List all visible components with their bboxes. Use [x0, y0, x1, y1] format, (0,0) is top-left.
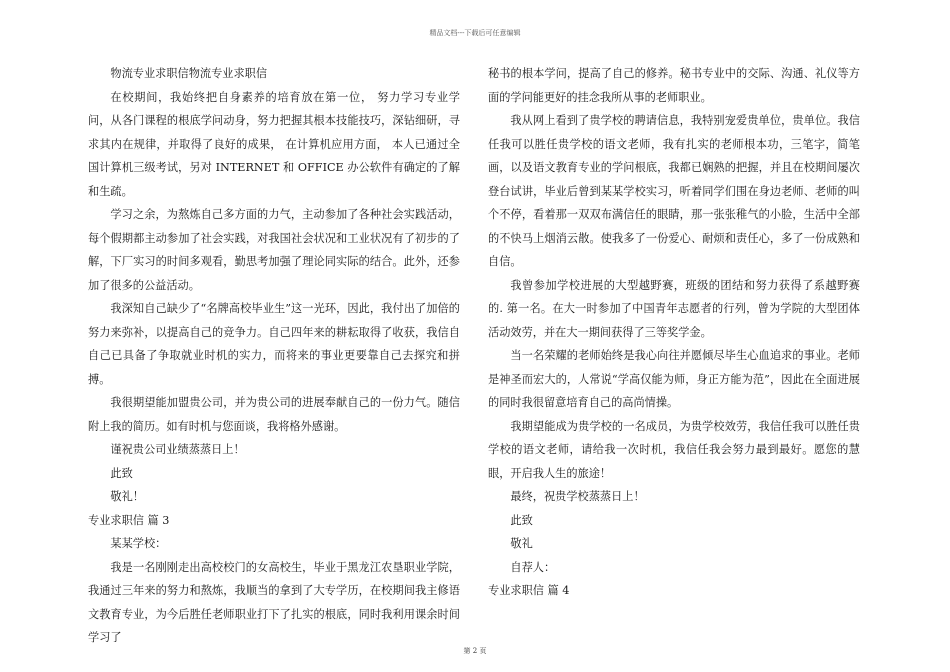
paragraph-continued: 秘书的根本学问，提高了自己的修养。秘书专业中的交际、沟通、礼仪等方面的学问能更好的挂念我所从事的老师职业。 [488, 67, 860, 104]
page-number: 第 2 页 [463, 647, 487, 655]
closing-wish: 最终，祝贵学校蒸蒸日上！ [510, 490, 645, 503]
paragraph: 我很期望能加盟贵公司，并为贵公司的进展奉献自己的一份力气。随信附上我的简历。如有时机与您面谈，我将格外感谢。 [88, 396, 460, 433]
closing-cizhi: 此致 [110, 466, 133, 480]
paragraph: 我期望能成为贵学校的一名成员，为贵学校效劳，我信任我可以胜任贵学校的语文老师，请给我一次时机，我信任我会努力最到最好。愿您的慧眼，开启我人生的旅途！ [488, 419, 860, 480]
paragraph: 学习之余，为熬炼自己多方面的力气，主动参加了各种社会实践活动，每个假期都主动参加了社会实践，对我国社会状况和工业状况有了初步的了解，下厂实习的时间多观看，勤思考加强了理论同实际的结合。此外，还参加了很多的公益活动。 [88, 208, 460, 292]
paragraph: 我从网上看到了贵学校的聘请信息，我特别宠爱贵单位，贵单位。我信任我可以胜任贵学校的语文老师，我有扎实的老师根本功，三笔字，简笔画，以及语文教育专业的学问根底，我都已娴熟的把握，并且在校期间屡次登台试讲，毕业后曾到某某学校实习，听着同学们围在身边老师、老师的叫个不停，看着那一双双布满信任的眼睛，那一张张稚气的小脸，生活中全部的不快马上烟消云散。使我多了一份爱心、耐烦和责任心，多了一份成熟和自信。 [488, 114, 860, 268]
closing-jingli: 敬礼 [510, 537, 533, 550]
right-column [488, 62, 860, 603]
paragraph: 我曾参加学校进展的大型越野赛，班级的团结和努力获得了系越野赛的. 第一名。在大一时参加了中国青年志愿者的行列，曾为学院的大型团体活动效劳，并在大一期间获得了三等奖学金。 [488, 278, 860, 339]
left-column [88, 62, 460, 650]
doc-heading: 物流专业求职信物流专业求职信 [110, 67, 268, 80]
paragraph: 当一名荣耀的老师始终是我心向往并愿倾尽毕生心血追求的事业。老师是神圣而宏大的，人常说“学高仅能为师，身正方能为范”，因此在全面进展的同时我很留意培育自己的高尚情操。 [488, 349, 860, 409]
closing-wish: 谨祝贵公司业绩蒸蒸日上！ [110, 443, 245, 456]
signature-label: 自荐人： [510, 560, 556, 574]
paragraph: 我深知自己缺少了“名牌高校毕业生”这一光环，因此，我付出了加倍的努力来弥补，以提高自己的竞争力。自己四年来的耕耘取得了收获，我信自自己已具备了争取就业时机的实力，而将来的事业更要靠自己去探究和拼搏。 [88, 302, 460, 386]
paragraph: 在校期间，我始终把自身素养的培育放在第一位， 努力学习专业学问，从各门课程的根底学问动身，努力把握其根本技能技巧，深钻细研，寻求其内在规律，并取得了良好的成果， 在计算机应用方面， 本人已通过全国计算机三级考试，另对 INTERNET 和 OFFICE 办公软件有确定的了解和生疏。 [88, 90, 460, 198]
page-header: 精品文档---下载后可任意编辑 [429, 29, 521, 37]
closing-jingli: 敬礼！ [110, 490, 144, 503]
paragraph: 我是一名刚刚走出高校校门的女高校生，毕业于黑龙江农垦职业学院，我通过三年来的努力和熬炼，我顺当的拿到了大专学历，在校期间我主修语文教育专业，为今后胜任老师职业打下了扎实的根底，同时我利用课余时间学习了 [88, 560, 460, 644]
closing-cizhi: 此致 [510, 513, 533, 527]
section-title: 专业求职信 篇 3 [88, 513, 170, 527]
section-title: 专业求职信 篇 4 [488, 584, 570, 597]
salutation: 某某学校： [110, 537, 167, 550]
